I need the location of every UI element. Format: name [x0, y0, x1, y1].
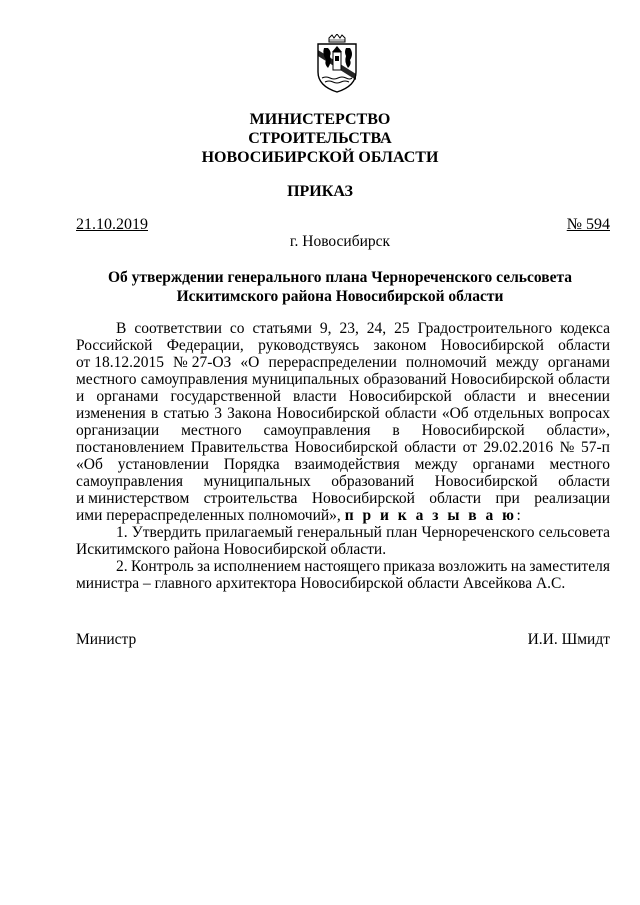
body-line	[76, 439, 610, 456]
body-line-word: самоуправления	[140, 371, 248, 388]
body-line-word: руководствуясь	[258, 337, 360, 354]
body-line-word: № 27-ОЗ	[173, 354, 232, 371]
item2-word: за	[197, 558, 211, 575]
body-line-word: взаимодействия	[294, 456, 400, 473]
body-line-word: Новосибирской	[421, 422, 525, 439]
body-line-word: в	[392, 422, 400, 439]
item1-word: 1.	[116, 524, 128, 541]
body-line-word: строительства	[203, 490, 298, 507]
body-line-word: отдельных	[473, 405, 544, 422]
body-line-word: местного	[181, 422, 242, 439]
body-line-word: Новосибирской	[348, 388, 452, 405]
order-number: № 594	[566, 216, 610, 233]
signature-name: И.И. Шмидт	[527, 631, 610, 648]
body-line-word: при	[495, 490, 520, 507]
body-line-word: полномочий	[405, 354, 487, 371]
body-line-word: Новосибирской	[276, 405, 380, 422]
body-line-word: статьями	[252, 320, 312, 337]
item1-word: Утвердить	[131, 524, 202, 541]
body-line-word: в	[150, 405, 159, 422]
body-line-word: области	[404, 439, 457, 456]
ministry-name	[0, 110, 640, 167]
body-line-word: местного	[549, 456, 610, 473]
body-line-word: 23,	[339, 320, 359, 337]
item1-word: прилагаемый	[205, 524, 293, 541]
item1-word: Чернореченского	[421, 524, 535, 541]
item2-word: исполнением	[213, 558, 301, 575]
body-line-word: власти	[293, 388, 337, 405]
body-line-word: постановлением	[76, 439, 185, 456]
item2-line1	[76, 558, 610, 575]
body-line	[76, 388, 610, 405]
item1-word: сельсовета	[538, 524, 610, 541]
body-line-word: «О	[240, 354, 260, 371]
body-line	[76, 490, 610, 507]
body-line-word: Новосибирской	[294, 439, 398, 456]
body-line	[76, 422, 610, 439]
body-line-word: и	[527, 388, 537, 405]
order-subject-line1: Об утверждении генерального плана Чернореченского сельсовета	[107, 269, 573, 286]
body-line-word: и министерством	[76, 490, 190, 507]
body-line-word: В	[116, 320, 127, 337]
body-line-word: муниципальных	[252, 371, 360, 388]
body-line-word: образований	[331, 473, 415, 490]
body-line-word: №	[559, 439, 575, 456]
body-line-word: 57-п	[580, 439, 610, 456]
order-body	[76, 320, 610, 592]
body-line-word: области	[463, 388, 516, 405]
item2-word: 2.	[116, 558, 128, 575]
body-line-word: местного	[76, 371, 137, 388]
item2-word: на	[510, 558, 526, 575]
item1-word: план	[386, 524, 418, 541]
item2-word: приказа	[383, 558, 435, 575]
body-line-last	[76, 507, 610, 524]
document-type: ПРИКАЗ	[287, 183, 353, 200]
ministry-name-line3: НОВОСИБИРСКОЙ ОБЛАСТИ	[201, 149, 439, 166]
body-line-word: Новосибирской	[434, 473, 538, 490]
body-line-word: Правительства	[190, 439, 289, 456]
ministry-name-line1: МИНИСТЕРСТВО	[249, 111, 391, 128]
body-line-word: муниципальных	[203, 473, 311, 490]
body-line-word: статью	[163, 405, 210, 422]
item2-line2-text: министра – главного архитектора Новосибирской области Авсейкова А.С.	[76, 575, 566, 592]
body-line-word: организации	[76, 422, 160, 439]
order-subject	[0, 268, 640, 306]
body-line-word: от	[462, 439, 477, 456]
body-line-word: области	[429, 490, 482, 507]
body-line-word: области	[384, 405, 437, 422]
decree-word: п р и к а з ы в а ю	[344, 507, 517, 524]
coat-of-arms-icon	[312, 34, 362, 94]
body-line	[76, 337, 610, 354]
body-line-word: Российской	[76, 337, 153, 354]
body-line-word: области	[558, 473, 610, 490]
order-date: 21.10.2019	[76, 216, 148, 233]
body-line-word: области	[558, 371, 610, 388]
signature-position: Министр	[76, 631, 137, 648]
body-line-word: вопросах	[549, 405, 610, 422]
body-line	[76, 473, 610, 490]
body-line-word: и	[76, 388, 85, 405]
body-line-word: между	[495, 354, 539, 371]
item2-word: настоящего	[304, 558, 380, 575]
body-line-word: области»,	[546, 422, 610, 439]
body-line-word: государственной	[170, 388, 281, 405]
body-line-word: органами	[96, 388, 159, 405]
body-line-word: области	[558, 337, 610, 354]
body-line	[76, 371, 610, 388]
body-line	[76, 456, 610, 473]
body-line-word: «Об	[76, 456, 103, 473]
body-line-word: 29.02.2016	[483, 439, 554, 456]
order-subject-line2: Искитимского района Новосибирской области	[176, 288, 504, 305]
item1-line2-text: Искитимского района Новосибирской области.	[76, 541, 387, 558]
body-line-word: Градостроительного	[417, 320, 553, 337]
body-line-word: «Об	[441, 405, 469, 422]
body-line-word: 24,	[366, 320, 387, 337]
body-line	[76, 320, 610, 337]
body-line-word: органами	[472, 456, 535, 473]
item2-word: заместителя	[529, 558, 610, 575]
body-line-word: органами	[547, 354, 610, 371]
ministry-name-line2: СТРОИТЕЛЬСТВА	[248, 130, 392, 147]
body-line-word: 9,	[319, 320, 332, 337]
body-line-word: самоуправления	[263, 422, 371, 439]
body-line-word: законом	[373, 337, 427, 354]
body-line-word: Федерации,	[166, 337, 244, 354]
body-line-word: между	[414, 456, 458, 473]
body-line	[76, 354, 610, 371]
item2-line2	[76, 575, 610, 592]
body-line-word: Закона	[227, 405, 272, 422]
body-line-word: кодекса	[560, 320, 610, 337]
body-line-word: Новосибирской	[311, 490, 415, 507]
body-line-word: от 18.12.2015	[76, 354, 164, 371]
body-line-word: 25	[394, 320, 410, 337]
item1-line2	[76, 541, 610, 558]
order-city: г. Новосибирск	[289, 233, 391, 250]
body-line	[76, 405, 610, 422]
body-line-word: Новосибирской	[450, 371, 554, 388]
item1-line1	[76, 524, 610, 541]
item2-word: Контроль	[131, 558, 194, 575]
body-line-word: образований	[363, 371, 447, 388]
body-paragraph	[76, 320, 610, 507]
body-line-word: установлении	[117, 456, 209, 473]
body-line-word: 3	[214, 405, 223, 422]
body-line-word: изменения	[76, 405, 146, 422]
body-line-word: со	[229, 320, 245, 337]
body-line-word: Порядка	[223, 456, 280, 473]
body-line-word: Новосибирской	[440, 337, 544, 354]
body-line-word: соответствии	[134, 320, 222, 337]
body-line-word: самоуправления	[76, 473, 184, 490]
body-line-word: перераспределении	[268, 354, 397, 371]
item2-word: возложить	[438, 558, 508, 575]
item1-word: генеральный	[297, 524, 382, 541]
decree-colon: :	[516, 507, 521, 524]
body-last-line-text: ими перераспределенных полномочий»,	[76, 507, 341, 524]
body-line-word: внесении	[548, 388, 610, 405]
body-line-word: реализации	[534, 490, 610, 507]
